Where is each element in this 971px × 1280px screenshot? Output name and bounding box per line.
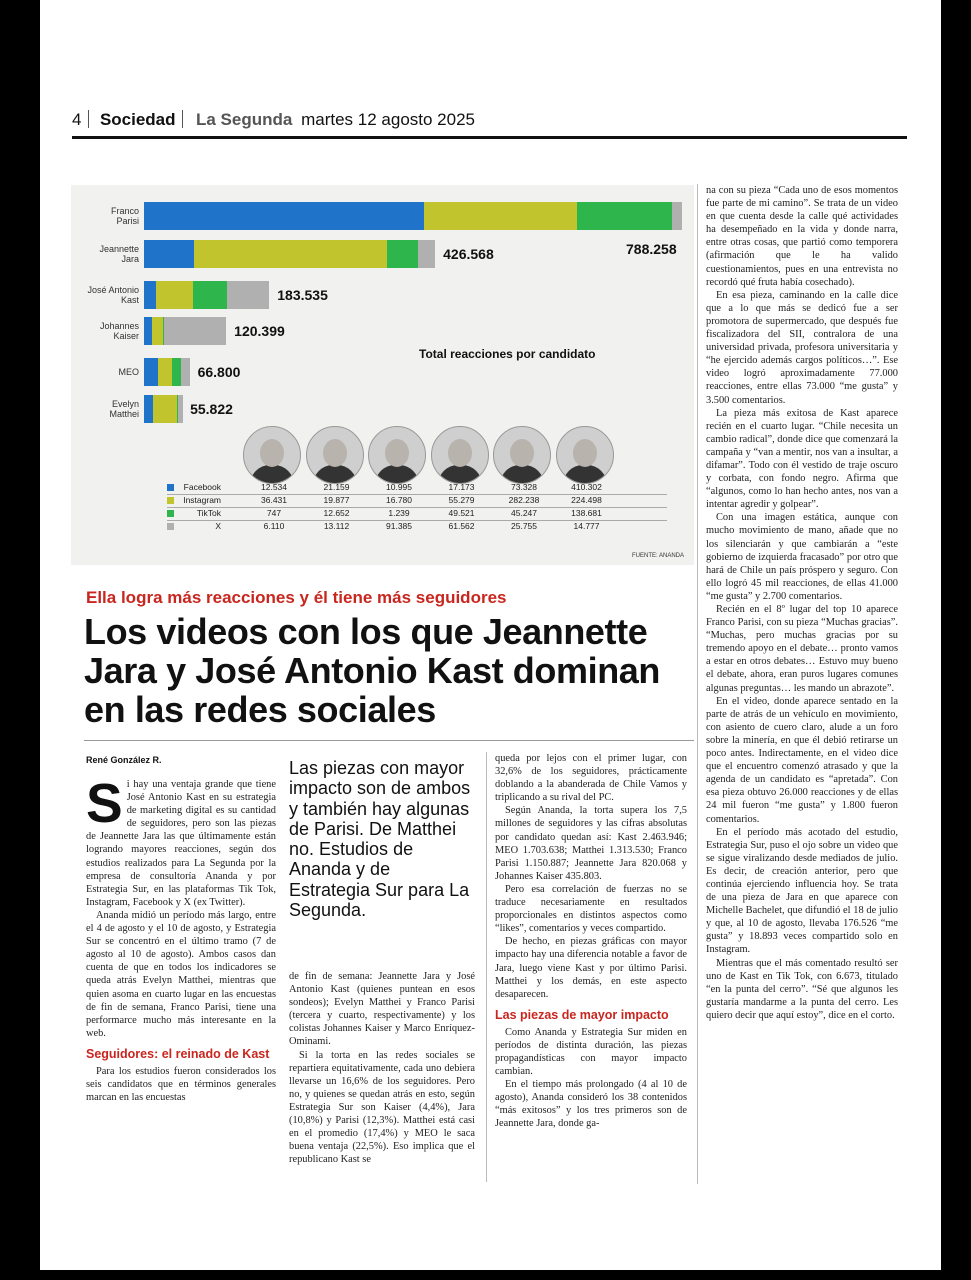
article-paragraph: i hay una ventaja grande que tiene José Antonio Kast en su estrategia de marketing digital es su cantidad de seguidores, pero son las piezas de Jeannette Jara las que últimamente están logrando mayores reacciones, según dos estudios realizados para La Segunda por la empresa de consultoría Ananda y por Estrategia Sur, en las plataformas Tik Tok, Instagram, Facebook y X (ex Twitter). — [86, 779, 276, 908]
page-number: 4 — [72, 110, 82, 129]
bar-segment-instagram — [153, 395, 178, 423]
legend-swatch — [167, 523, 174, 530]
legend-label: X — [215, 521, 221, 531]
bar-segment-x — [418, 240, 436, 268]
table-cell: 12.534 — [261, 482, 287, 492]
section-name: Sociedad — [99, 110, 176, 129]
article-paragraph: En el tiempo más prolongado (4 al 10 de agosto), Ananda consideró los 38 contenidos “más exitosos” y los tres primeros son de Jeannette Jara, donde ga- — [495, 1079, 687, 1130]
bar-row — [144, 240, 435, 268]
table-cell: 45.247 — [511, 508, 537, 518]
article-headline: Los videos con los que Jeannette Jara y José Antonio Kast dominan en las redes sociales — [84, 611, 660, 730]
article-paragraph: queda por lejos con el primer lugar, con 32,6% de los seguidores, prácticamente doblando a la abanderada de Chile Vamos y triplicando a su rival del PC. — [495, 753, 687, 804]
bar-segment-instagram — [152, 317, 163, 345]
candidate-label: Johannes Kaiser — [99, 321, 139, 341]
bar-segment-x — [178, 395, 182, 423]
table-cell: 10.995 — [386, 482, 412, 492]
bar-segment-tiktok — [193, 281, 227, 309]
table-cell: 91.385 — [386, 521, 412, 531]
article-paragraph: La pieza más exitosa de Kast aparece recién en el cuarto lugar. “Chile necesita un cambio radical”, donde dice que comenzará la campaña y “van a mentir, nos van a insultar, a difamar”. Todo con él vestido de traje oscuro y corbata, con fondo negro. Afirma que “algunos, como lo han hecho antes, nos van a intentar agredir y golpear”. — [706, 407, 898, 511]
article-paragraph: Con una imagen estática, aunque con mucho movimiento de mano, añade que no los silenciarán y que cambiarán a “este gobierno de izquierda fracasado” por otro que hará de Chile un país próspero y seguro. Con ello logró 45 mil reacciones, de ellas 41.000 “me gusta” y 2.700 comentarios. — [706, 512, 898, 602]
bar-segment-instagram — [158, 358, 172, 386]
table-cell: 61.562 — [448, 521, 475, 531]
candidate-photo — [243, 426, 301, 484]
candidate-photo — [306, 426, 364, 484]
table-cell: 73.328 — [511, 482, 537, 492]
table-cell: 747 — [266, 508, 282, 518]
article-paragraph: Como Ananda y Estrategia Sur miden en períodos de distinta duración, las piezas propagandísticas con mayor impacto cambian. — [495, 1026, 687, 1078]
article-paragraph: Si la torta en las redes sociales se repartiera equitativamente, cada uno debiera llevarse un 16,6% de los seguidores. Pero no, y quienes se quedan atrás en esto, según Estrategia Sur son Kaiser (4,4%), Jara (10,8%) y Parisi (12,3%). Matthei está casi en el promedio (17,4%) y MEO le saca buena ventaja (22,5%). Eso implica que el republicano Kast se — [289, 1049, 475, 1166]
total-value-label: 55.822 — [190, 401, 233, 417]
newspaper-page — [40, 0, 941, 1270]
chart-title: Total reacciones por candidato — [419, 347, 596, 361]
candidate-photo — [431, 426, 489, 484]
bar-segment-x — [181, 358, 190, 386]
legend-label: Facebook — [183, 482, 221, 492]
article-paragraph: En esa pieza, caminando en la calle dice que a lo que más se dedicó fue a ser promotora de supermercado, que después fue fiscalizadora del SII, contralora de una universidad privada, profesora universitaria y “he ejercido además cargos políticos…”. Ese video logró aproximadamente 77.000 reacciones, entre ellas 73.000 “me gusta” y 3.500 comentarios. — [706, 289, 898, 406]
table-cell: 282.238 — [508, 495, 540, 505]
candidate-photo — [368, 426, 426, 484]
bar-segment-tiktok — [172, 358, 181, 386]
bar-segment-facebook — [144, 358, 158, 386]
bar-segment-instagram — [194, 240, 387, 268]
candidate-label: Evelyn Matthei — [109, 399, 139, 419]
table-cell: 410.302 — [571, 482, 602, 492]
candidate-label: José Antonio Kast — [87, 285, 139, 305]
table-cell: 17.173 — [448, 482, 475, 492]
bar-row — [144, 395, 183, 423]
bar-row — [144, 281, 269, 309]
article-paragraph: Recién en el 8º lugar del top 10 aparece Franco Parisi, con su pieza “Muchas gracias”. “Muchas, pero muchas gracias por su tremendo apoyo en el debate… pronto vamos a estar en otros debates… Estuvo muy bueno el debate, ahora, eran puros lugares comunes algunas preguntas… les mando un abrazote”. — [706, 604, 898, 694]
article-paragraph: Para los estudios fueron considerados los seis candidatos que en términos generales marcan en las encuestas — [86, 1065, 276, 1104]
reactions-infographic — [71, 185, 694, 565]
table-cell: 6.110 — [263, 521, 285, 531]
table-cell: 19.877 — [323, 495, 350, 505]
bar-row — [144, 317, 226, 345]
bar-row — [144, 358, 190, 386]
pull-quote: Las piezas con mayor impacto son de ambos y también hay algunas de Parisi. De Matthei no. Estudios de Ananda y de Estrategia Sur para La Segunda. — [289, 758, 471, 921]
bar-segment-facebook — [144, 240, 194, 268]
article-kicker: Ella logra más reacciones y él tiene más seguidores — [86, 588, 507, 607]
header-divider — [88, 110, 89, 128]
column-divider — [486, 752, 487, 1182]
candidate-label: MEO — [118, 367, 139, 377]
article-paragraph: Pero esa correlación de fuerzas no se traduce necesariamente en resultados proporcionales en distintos aspectos como “likes”, comentarios y veces compartido. — [495, 883, 687, 935]
column-divider — [697, 184, 698, 1184]
legend-swatch — [167, 484, 174, 491]
article-paragraph: En el video, donde aparece sentado en la parte de atrás de un vehículo en movimiento, con asiento de cuero claro, alude a un foro sobre la minería, en que él debió retirarse un poco antes. Indirectamente, en el video dice que el encuentro comenzó atrasado y que la agenda de un candidato es “apretada”. Con esa pieza obtuvo 26.000 reacciones y de ellas 24 mil fueron “me gusta” y 1.800 fueron comentarios. — [706, 695, 898, 825]
table-cell: 21.159 — [323, 482, 350, 492]
total-value-label: 66.800 — [197, 364, 241, 380]
table-cell: 12.652 — [323, 508, 350, 518]
newspaper-name: La Segunda — [196, 110, 293, 129]
stacked-bar-chart — [71, 185, 694, 425]
article-paragraph: De hecho, en piezas gráficas con mayor impacto hay una diferencia notable a favor de Jara, luego viene Kast y por último Parisi. Matthei y los demás, en este aspecto desaparecen. — [495, 936, 687, 1000]
bar-segment-x — [672, 202, 682, 230]
bar-segment-tiktok — [387, 240, 418, 268]
bar-segment-facebook — [144, 395, 153, 423]
page-header — [72, 110, 907, 139]
total-value-label: 120.399 — [234, 323, 285, 339]
table-cell: 224.498 — [571, 495, 602, 505]
article-subhead: Las piezas de mayor impacto — [495, 1007, 669, 1022]
article-paragraph: En el período más acotado del estudio, Estrategia Sur, puso el ojo sobre un video que se sigue viralizando desde mediados de julio. Es decir, de creación anterior, pero que continúa ejerciendo influencia hoy. Se trata de una pieza de Jara en que aparece con Michelle Bachelet, que difundió el 18 de julio y que, al 10 de agosto, llevaba 176.526 “me gusta” y 18.893 veces compartido solo en Instagram. — [706, 826, 898, 956]
candidate-label: Franco Parisi — [110, 206, 139, 226]
bar-segment-instagram — [156, 281, 194, 309]
table-cell: 25.755 — [511, 521, 537, 531]
table-cell: 13.112 — [323, 521, 350, 531]
article-paragraph: na con su pieza “Cada uno de esos momentos fue parte de mi camino”. Se trata de un video en que cuenta desde la calle qué actividades ha desempeñado en la vida y donde narra, entre otras cosas, que partió como temporera (afirmación que le ha valido cuestionamientos, pues en una entrevista no recordó qué fruta había cosechado). — [706, 185, 898, 288]
article-paragraph: Según Ananda, la torta supera los 7,5 millones de seguidores y las cifras absolutas por candidato quedan así: Kast 2.463.946; MEO 1.703.638; Matthei 1.313.530; Franco Parisi 1.150.887; Jeannette Jara 820.068 y Johannes Kaiser 435.803. — [495, 805, 687, 882]
chart-source: FUENTE: ANANDA — [631, 553, 684, 559]
bar-segment-x — [227, 281, 269, 309]
legend-label: Instagram — [183, 495, 221, 505]
bar-segment-facebook — [144, 317, 152, 345]
bar-segment-facebook — [144, 281, 156, 309]
bar-segment-x — [164, 317, 226, 345]
table-cell: 1.239 — [388, 508, 410, 518]
table-row — [167, 521, 667, 534]
candidate-photo — [556, 426, 614, 484]
legend-label: TikTok — [196, 508, 221, 518]
bar-segment-instagram — [424, 202, 577, 230]
table-cell: 36.431 — [261, 495, 287, 505]
table-cell: 14.777 — [573, 521, 600, 531]
byline: René González R. — [86, 755, 162, 765]
article-paragraph: Ananda midió un período más largo, entre el 4 de agosto y el 10 de agosto, y Estrategia Sur se concentró en el último tramo (7 de agosto al 10 de agosto). Ambos casos dan cuenta de que en todos los indicadores se queda atrás Evelyn Matthei, mientras que quien asoma en cuarto lugar en las encuestas de fin de semana, Franco Parisi, tiene una performarce mucho más interesante en la web. — [86, 909, 276, 1039]
article-paragraph: de fin de semana: Jeannette Jara y José Antonio Kast (quienes puntean en esos sondeos); Evelyn Matthei y Franco Parisi (tercera y cuarto, respectivamente) y los colistas Johannes Kaiser y Marco Enríquez-Ominami. — [289, 971, 475, 1048]
article-column-4 — [706, 184, 898, 1022]
header-divider — [182, 110, 183, 128]
legend-swatch — [167, 497, 174, 504]
article-column-2 — [289, 970, 475, 1166]
article-column-1 — [86, 772, 276, 1104]
total-value-label: 788.258 — [626, 241, 677, 257]
drop-cap: S — [86, 772, 123, 834]
total-value-label: 426.568 — [443, 246, 494, 262]
legend-swatch — [167, 510, 174, 517]
total-value-label: 183.535 — [277, 287, 328, 303]
candidate-photo — [493, 426, 551, 484]
headline-rule — [84, 740, 694, 741]
bar-segment-facebook — [144, 202, 424, 230]
bar-segment-tiktok — [577, 202, 672, 230]
article-paragraph: Mientras que el más comentado resultó ser uno de Kast en Tik Tok, con 6.673, titulado “en la punta del cerro”. “Sé que algunos les gustaría mandarme a la punta del cerro. Les quiero decir que aquí estoy”, dice en el corto. — [706, 957, 898, 1021]
article-column-3 — [495, 752, 687, 1131]
table-cell: 49.521 — [448, 508, 475, 518]
bar-row — [144, 202, 682, 230]
table-cell: 55.279 — [448, 495, 475, 505]
candidate-label: Jeannette Jara — [99, 244, 139, 264]
issue-date: martes 12 agosto 2025 — [301, 110, 475, 129]
article-subhead: Seguidores: el reinado de Kast — [86, 1046, 270, 1061]
table-cell: 138.681 — [571, 508, 602, 518]
table-cell: 16.780 — [386, 495, 412, 505]
